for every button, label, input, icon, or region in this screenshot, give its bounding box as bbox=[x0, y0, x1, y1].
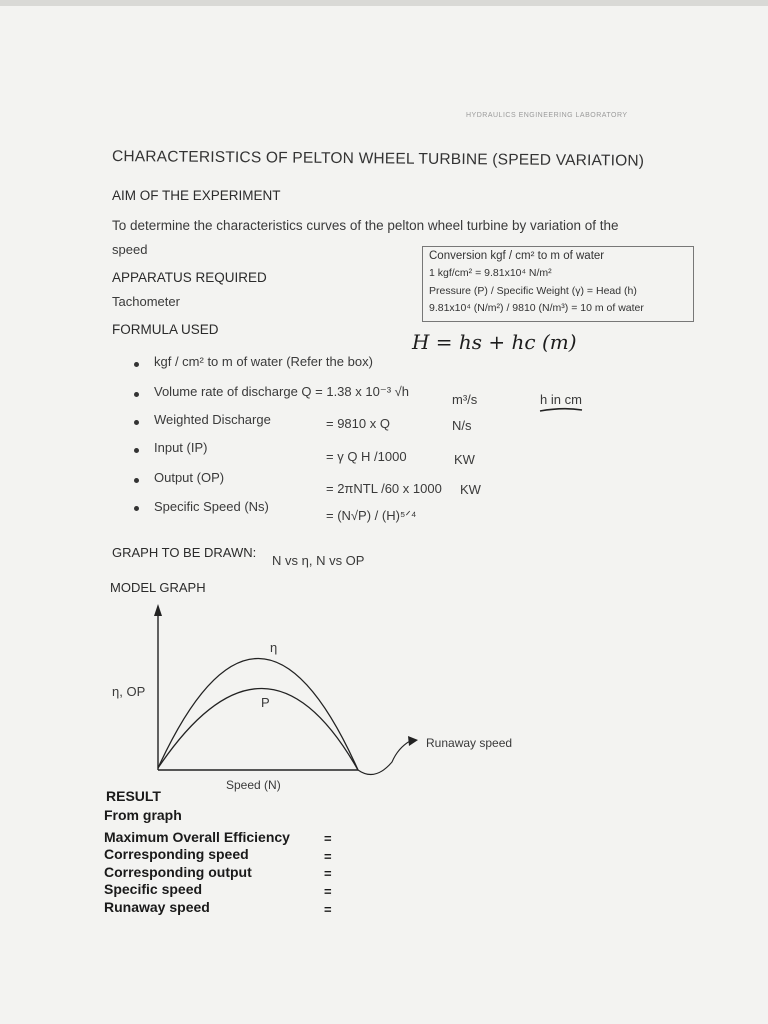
note-underline bbox=[540, 409, 582, 411]
result-item-2: Corresponding speed bbox=[104, 846, 249, 862]
result-item-4: Specific speed bbox=[104, 881, 203, 897]
formula-item-6-label: Specific Speed (Ns) bbox=[154, 499, 269, 514]
page-header: HYDRAULICS ENGINEERING LABORATORY bbox=[466, 112, 628, 119]
formula-item-5-unit: KW bbox=[460, 482, 481, 497]
result-item-3: Corresponding output bbox=[104, 864, 252, 880]
page-title: CHARACTERISTICS OF PELTON WHEEL TURBINE (SPEED VARIATION) bbox=[111, 148, 645, 170]
conversion-line-2: 1 kgf/cm² = 9.81x10⁴ N/m² bbox=[429, 267, 552, 279]
formula-item-4-unit: KW bbox=[454, 452, 475, 467]
formula-item-3-unit: N/s bbox=[452, 418, 472, 433]
result-eq-3: = bbox=[324, 866, 332, 881]
formula-item-5-expr: = 2πNTL /60 x 1000 bbox=[326, 481, 442, 496]
formula-item-4-label: Input (IP) bbox=[154, 440, 208, 455]
curve-label-p: P bbox=[261, 695, 270, 710]
formula-item-2-label: Volume rate of discharge Q = 1.38 x 10⁻³ √h bbox=[154, 384, 409, 399]
handwritten-head-formula: H = hs + hc (m) bbox=[412, 330, 577, 354]
y-axis-arrow-icon bbox=[154, 604, 162, 616]
conversion-line-1: Conversion kgf / cm² to m of water bbox=[429, 250, 605, 262]
graph-spec: N vs η, N vs OP bbox=[272, 553, 365, 568]
formula-heading: FORMULA USED bbox=[112, 322, 219, 337]
apparatus-item: Tachometer bbox=[112, 294, 180, 309]
x-axis-label: Speed (N) bbox=[226, 778, 281, 792]
result-eq-1: = bbox=[324, 831, 332, 846]
conversion-line-3: Pressure (P) / Specific Weight (γ) = Head (h) bbox=[429, 285, 637, 297]
result-eq-2: = bbox=[324, 849, 332, 864]
formula-item-2-unit: m³/s bbox=[452, 392, 478, 407]
result-item-5: Runaway speed bbox=[104, 899, 210, 915]
runaway-label: Runaway speed bbox=[426, 736, 513, 750]
result-heading: RESULT bbox=[106, 788, 161, 804]
result-eq-4: = bbox=[324, 884, 332, 899]
formula-item-3-expr: = 9810 x Q bbox=[326, 416, 390, 431]
aim-text-line1: To determine the characteristics curves of the pelton wheel turbine by variation of the bbox=[112, 218, 619, 233]
aim-heading: AIM OF THE EXPERIMENT bbox=[112, 188, 281, 203]
formula-item-1-label: kgf / cm² to m of water (Refer the box) bbox=[154, 354, 373, 369]
y-axis-label: η, OP bbox=[112, 684, 146, 699]
runaway-pointer bbox=[358, 741, 410, 775]
graph-heading: GRAPH TO BE DRAWN: bbox=[112, 545, 257, 560]
result-item-1: Maximum Overall Efficiency bbox=[104, 829, 290, 845]
power-curve bbox=[158, 688, 358, 770]
conversion-line-4: 9.81x10⁴ (N/m²) / 9810 (N/m³) = 10 m of water bbox=[429, 302, 644, 314]
runaway-arrow-icon bbox=[408, 736, 418, 746]
aim-text-line2: speed bbox=[112, 242, 148, 257]
efficiency-curve bbox=[158, 658, 358, 770]
model-graph-heading: MODEL GRAPH bbox=[110, 580, 206, 595]
formula-item-5-label: Output (OP) bbox=[154, 470, 225, 485]
h-in-cm-note: h in cm bbox=[540, 392, 582, 407]
curve-label-eta: η bbox=[270, 640, 278, 655]
formula-item-3-label: Weighted Discharge bbox=[154, 412, 271, 427]
formula-item-4-expr: = γ Q H /1000 bbox=[326, 449, 407, 464]
apparatus-heading: APPARATUS REQUIRED bbox=[112, 270, 267, 285]
result-eq-5: = bbox=[324, 902, 332, 917]
result-from-graph: From graph bbox=[104, 807, 182, 823]
formula-item-6-expr: = (N√P) / (H)⁵ᐟ⁴ bbox=[326, 508, 417, 523]
